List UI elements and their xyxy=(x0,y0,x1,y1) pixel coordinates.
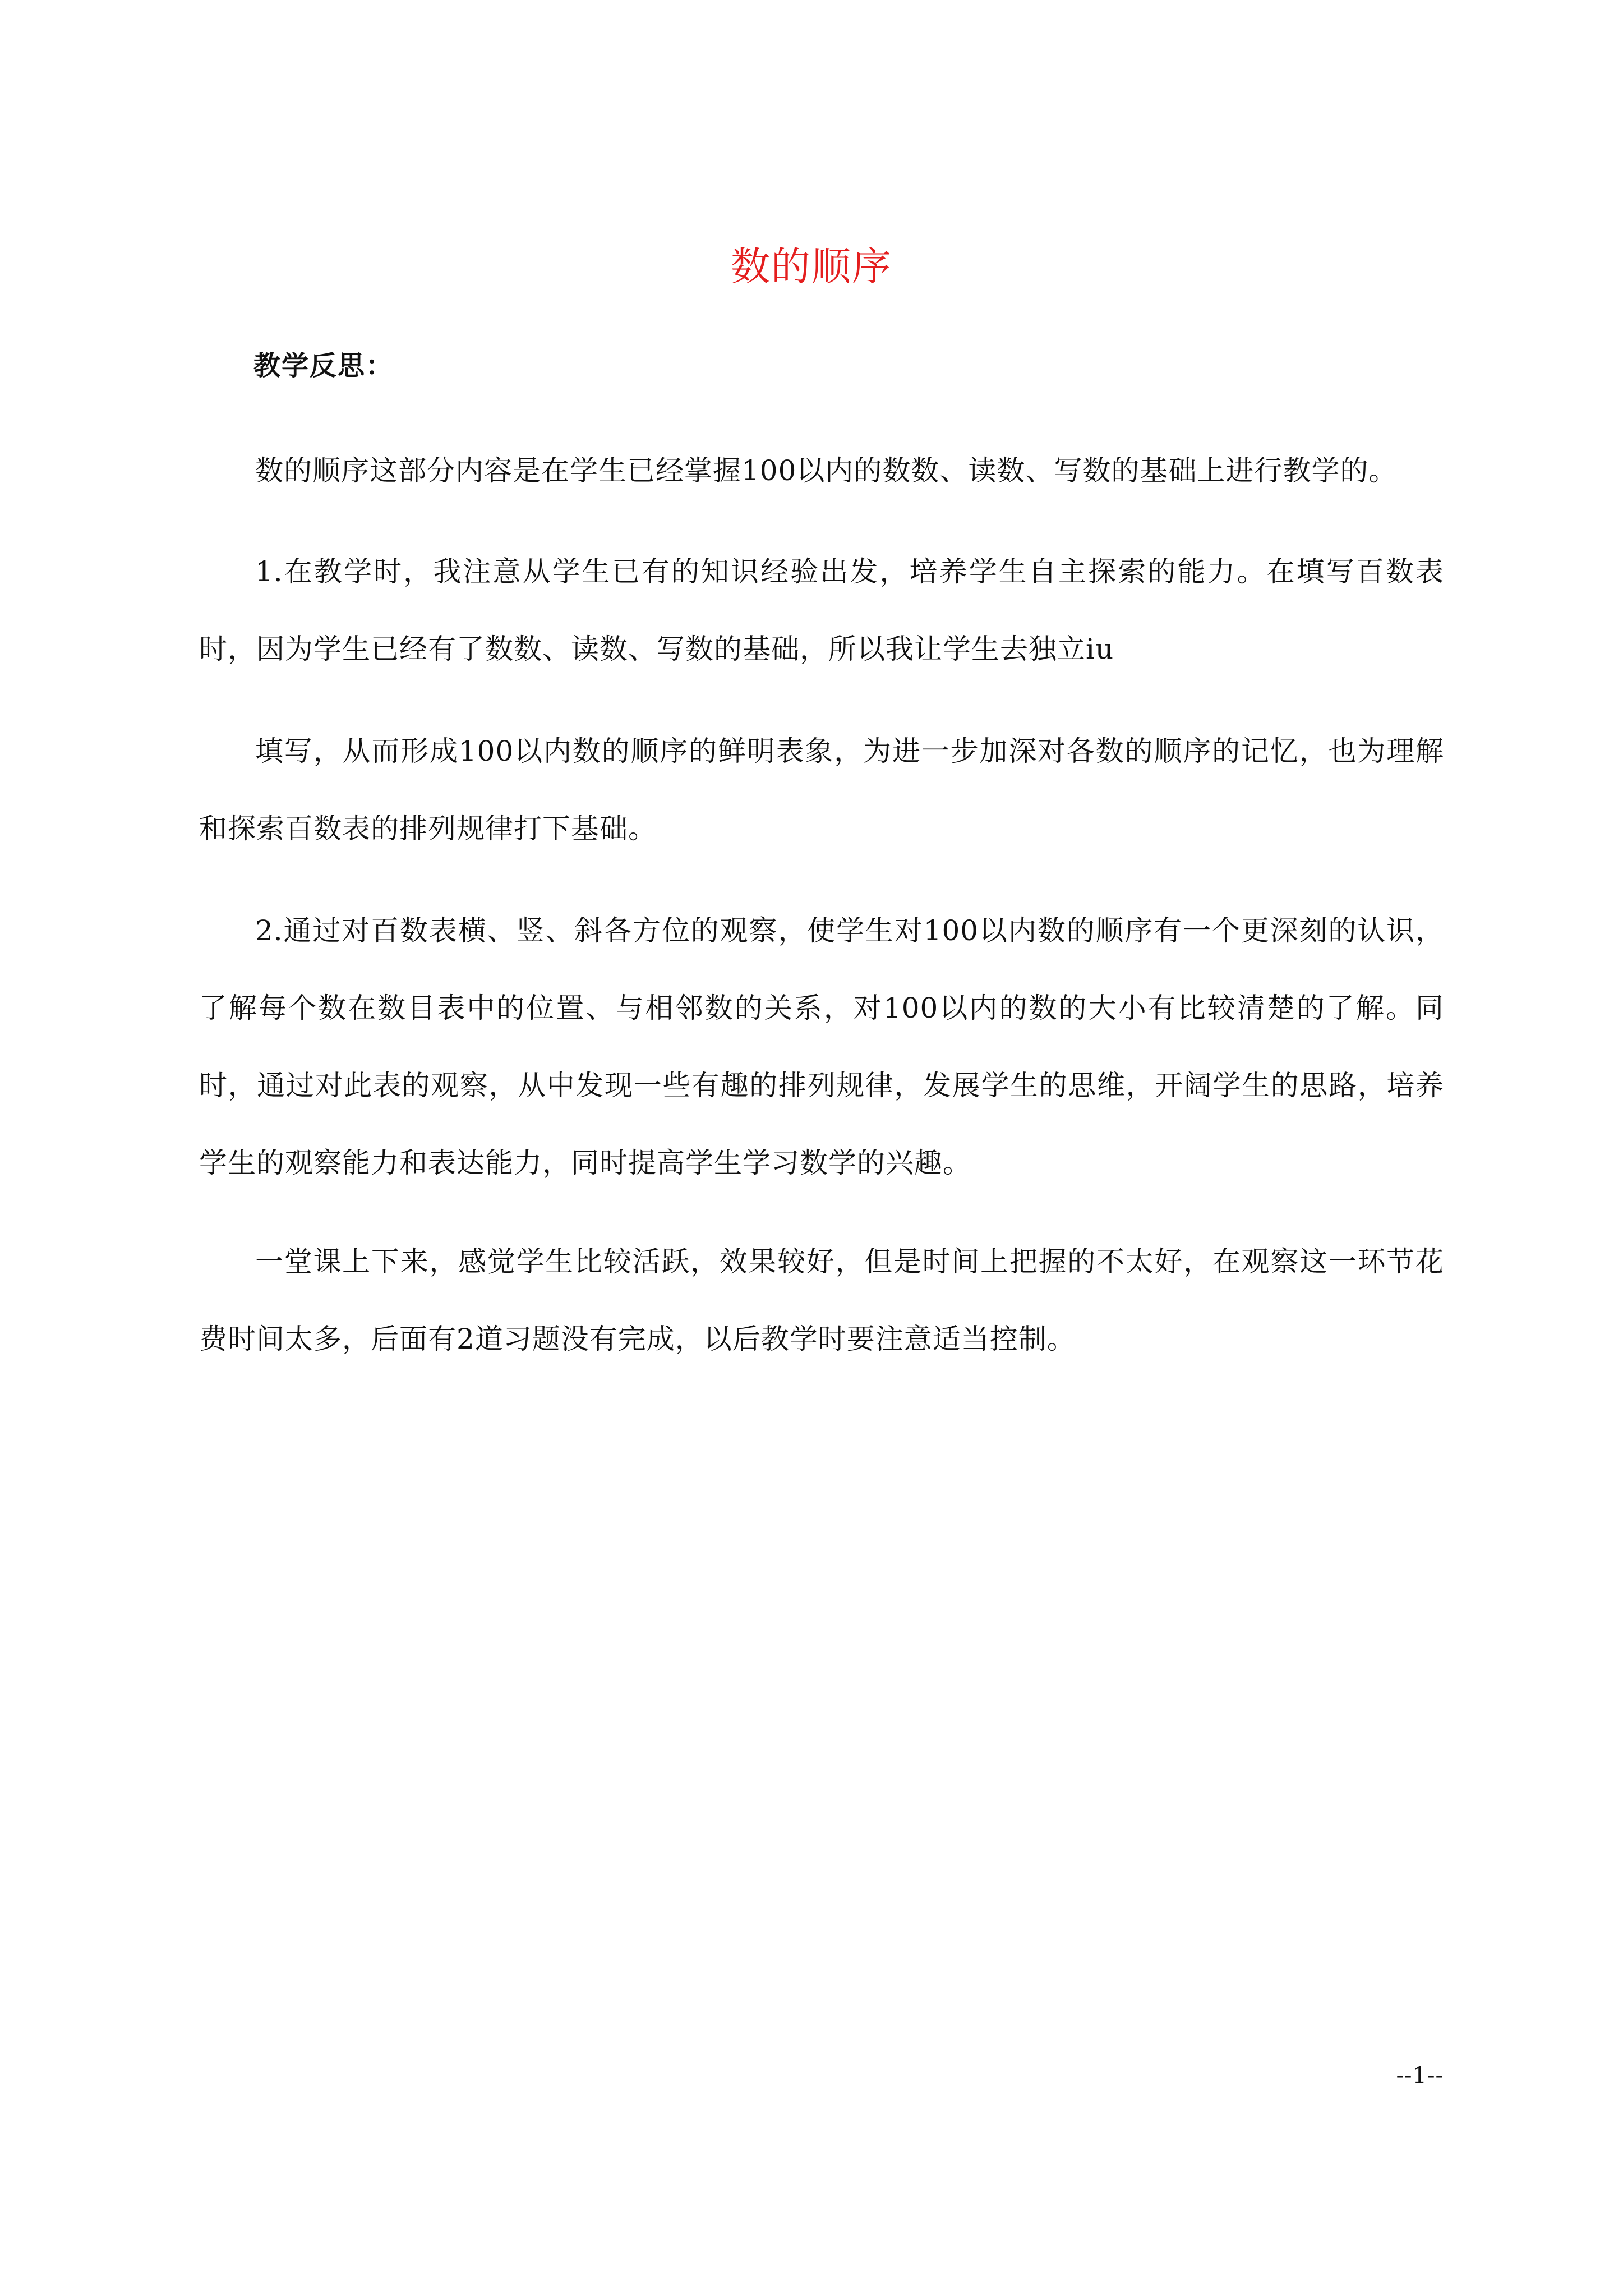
paragraph-point-2: 2.通过对百数表横、竖、斜各方位的观察，使学生对100以内数的顺序有一个更深刻的认识，了解每个数在数目表中的位置、与相邻数的关系，对100以内的数的大小有比较清楚的了解。同时，通过对此表的观察，从中发现一些有趣的排列规律，发展学生的思维，开阔学生的思路，培养学生的观察能力和表达能力，同时提高学生学习数学的兴趣。 xyxy=(199,914,1444,1179)
paragraph-point-1: 1.在教学时，我注意从学生已有的知识经验出发，培养学生自主探索的能力。在填写百数表时，因为学生已经有了数数、读数、写数的基础，所以我让学生去独立iu xyxy=(199,555,1444,665)
paragraph-summary: 一堂课上下来，感觉学生比较活跃，效果较好，但是时间上把握的不太好，在观察这一环节花费时间太多，后面有2道习题没有完成，以后教学时要注意适当控制。 xyxy=(199,1245,1444,1355)
page-number: --1-- xyxy=(1396,2063,1444,2088)
document-title: 数的顺序 xyxy=(731,243,892,289)
paragraph-point-1-continued: 填写，从而形成100以内数的顺序的鲜明表象，为进一步加深对各数的顺序的记忆，也为理解和探索百数表的排列规律打下基础。 xyxy=(199,735,1444,845)
section-heading: 教学反思： xyxy=(253,350,394,381)
paragraph-intro: 数的顺序这部分内容是在学生已经掌握100以内的数数、读数、写数的基础上进行教学的。 xyxy=(255,454,1398,487)
